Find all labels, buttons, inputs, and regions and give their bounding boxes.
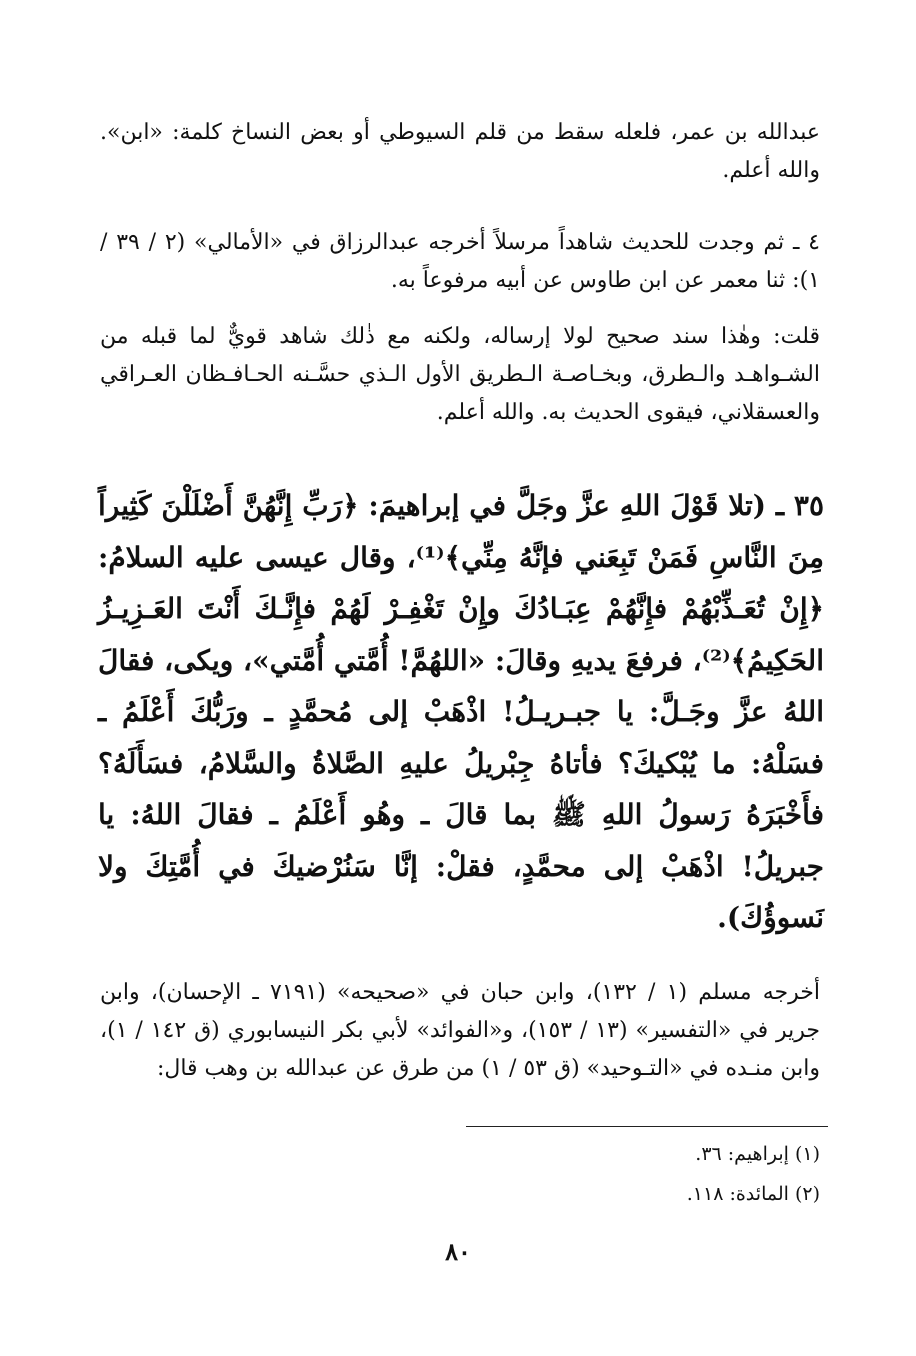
- footnote-2: (٢) المائدة: ١١٨.: [686, 1183, 820, 1205]
- footnote-1: (١) إبراهيم: ٣٦.: [695, 1143, 820, 1165]
- paragraph-witness-4: ٤ ـ ثم وجدت للحديث شاهداً مرسلاً أخرجه عبدالرزاق في «الأمالي» (٢ / ٣٩ / ١): ثنا معمر عن ابن طاوس عن أبيه مرفوعاً به.: [100, 230, 820, 293]
- footnote-divider: [466, 1126, 828, 1127]
- paragraph-author-comment: قلت: وهٰذا سند صحيح لولا إرساله، ولكنه مع ذٰلك شاهد قويٌّ لما قبله من الشـواهـد والـطرق، وبخـاصـة الـطريق الأول الـذي حسَّـنه الحـافـظان العـراقي والعسقلاني، فيقوى الحديث به. والله أعلم.: [100, 324, 820, 425]
- paragraph-continuation: عبدالله بن عمر، فلعله سقط من قلم السيوطي أو بعض النساخ كلمة: «ابن». والله أعلم.: [100, 120, 820, 183]
- page-number: ٨٠: [445, 1237, 471, 1266]
- takhrij-paragraph: أخرجه مسلم (١ / ١٣٢)، وابن حبان في «صحيحه» (٧١٩١ ـ الإحسان)، وابن جرير في «التفسير» (١٣ / ١٥٣)، و«الفوائد» لأبي بكر النيسابوري (ق ١٤٢ / ١)، وابن منـده في «التـوحيد» (ق ٥٣ / ١) من طرق عن عبدالله بن وهب قال:: [100, 980, 820, 1081]
- hadith-35-text: ٣٥ ـ (تلا قَوْلَ اللهِ عزَّ وجَلَّ في إبراهيمَ: ﴿رَبِّ إِنَّهُنَّ أَضْلَلْنَ كَثِيراً مِنَ النَّاسِ فَمَنْ تَبِعَني فإنَّهُ مِنِّي﴾⁽¹⁾، وقال عيسى عليه السلامُ: ﴿إِنْ تُعَـذِّبْهُمْ فإِنَّهُمْ عِبَـادُكَ وإِنْ تَغْفِـرْ لَهُمْ فإِنَّـكَ أَنْتَ العَـزِيـزُ الحَكِيمُ﴾⁽²⁾، فرفعَ يديهِ وقالَ: «اللهُمَّ! أُمَّتي أُمَّتي»، ويكى، فقالَ اللهُ عزَّ وجَـلَّ: يا جبـريـلُ! اذْهَبْ إلى مُحمَّدٍ ـ ورَبُّكَ أَعْلَمُ ـ فسَلْهُ: ما يُبْكيكَ؟ فأتاهُ جِبْريلُ عليهِ الصَّلاةُ والسَّلامُ، فسَأَلَهُ؟ فأَخْبَرَهُ رَسولُ اللهِ ﷺ بما قالَ ـ وهُو أَعْلَمُ ـ فقالَ اللهُ: يا جبريلُ! اذْهَبْ إلى محمَّدٍ، فقلْ: إنَّا سَنُرْضيكَ في أُمَّتِكَ ولا نَسوؤُكَ).: [97, 489, 825, 934]
